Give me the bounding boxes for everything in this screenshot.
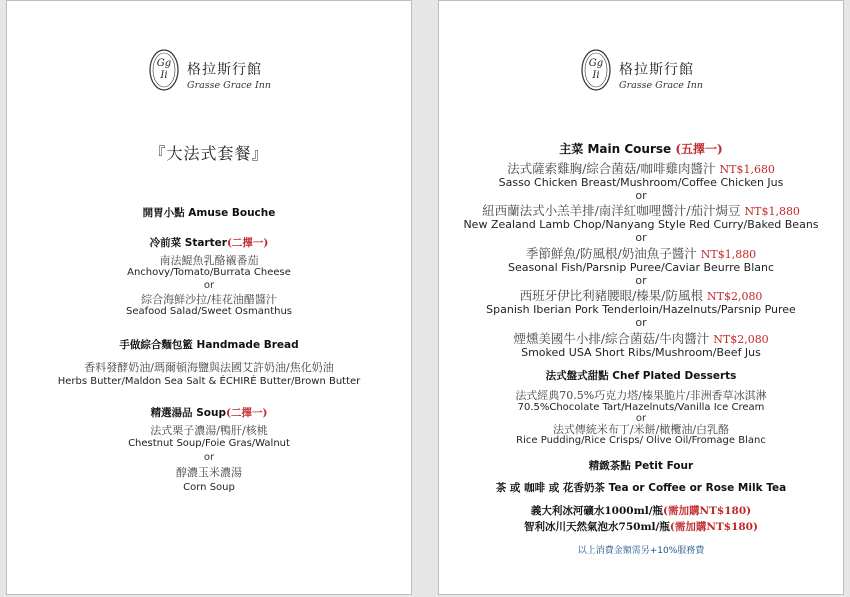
- main-choice: (五擇一): [675, 142, 723, 156]
- main-course-heading: [439, 140, 843, 157]
- soup-heading-en: Soup: [196, 407, 226, 419]
- main-option-4-cn: 西班牙伊比利豬腰眼/榛果/防風根 NT$2,080: [519, 288, 763, 303]
- petit-four-heading: [439, 458, 843, 473]
- starter-option-2-cn: 綜合海鮮沙拉/桂花油醋醬汁: [141, 293, 277, 306]
- drink-line: [439, 480, 843, 495]
- main-option-5-cn: 煙燻美國牛小排/綜合菌菇/牛肉醬汁 NT$2,080: [513, 331, 769, 346]
- main-heading-en: Main Course: [587, 142, 672, 156]
- main-or-4: or: [635, 316, 647, 329]
- brand-logo-right: [439, 45, 843, 95]
- monogram-icon: [576, 45, 616, 95]
- soup-or: or: [203, 452, 215, 463]
- water-line-1: 義大利冰河礦水1000ml/瓶(需加購NT$180): [530, 505, 752, 517]
- menu-page-right: [438, 0, 844, 595]
- bread-cn: 香料發酵奶油/瑪爾頓海鹽與法國艾許奶油/焦化奶油: [84, 361, 334, 374]
- svg-text:Ii: Ii: [592, 70, 600, 81]
- water-line-2: 智利冰川天然氣泡水750ml/瓶(需加購NT$180): [524, 521, 758, 533]
- starter-choice: (二擇一): [226, 237, 269, 249]
- main-option-2-price: NT$1,880: [744, 205, 800, 218]
- bread-heading: [7, 337, 411, 352]
- starter-option-1-cn: 南法鯷魚乳酪襯番茄: [159, 254, 259, 267]
- main-option-3-en: Seasonal Fish/Parsnip Puree/Caviar Beurre Blanc: [507, 261, 775, 274]
- dessert-option-1-en: 70.5%Chocolate Tart/Hazelnuts/Vanilla Ice Cream: [517, 402, 765, 413]
- amuse-heading-cn: 開胃小點: [142, 207, 185, 219]
- main-option-3-price: NT$1,880: [700, 248, 757, 261]
- main-option-1-en: Sasso Chicken Breast/Mushroom/Coffee Chicken Jus: [498, 176, 784, 189]
- main-option-4-price: NT$2,080: [706, 290, 763, 303]
- soup-option-1-en: Chestnut Soup/Foie Gras/Walnut: [128, 438, 290, 449]
- main-option-2-cn: 紐西蘭法式小羔羊排/南洋紅咖哩醬汁/茄汁焗豆 NT$1,880: [482, 203, 800, 218]
- soup-option-2-en: Corn Soup: [183, 482, 235, 493]
- water-1-extra: (需加購NT$180): [663, 505, 752, 517]
- starter-heading-en: Starter: [184, 237, 227, 249]
- soup-heading-cn: 精選湯品: [150, 407, 193, 419]
- starter-heading: [7, 235, 411, 250]
- soup-option-1-cn: 法式栗子濃湯/鴨肝/核桃: [150, 424, 268, 437]
- starter-or: or: [203, 280, 215, 291]
- bread-heading-en: Handmade Bread: [196, 339, 299, 351]
- dessert-or: or: [635, 413, 647, 424]
- amuse-heading: [7, 205, 411, 220]
- dessert-option-1-cn: 法式經典70.5%巧克力塔/榛果脆片/非洲香草冰淇淋: [515, 389, 767, 402]
- main-option-2-en: New Zealand Lamb Chop/Nanyang Style Red Curry/Baked Beans: [463, 218, 819, 231]
- monogram-icon: [144, 45, 184, 95]
- starter-heading-cn: 冷前菜: [149, 237, 182, 249]
- brand-name-en: Grasse Grace Inn: [187, 80, 271, 91]
- main-option-4-en: Spanish Iberian Pork Tenderloin/Hazelnuts/Parsnip Puree: [486, 303, 796, 316]
- menu-title: 『大法式套餐』: [149, 144, 269, 163]
- main-option-5-en: Smoked USA Short Ribs/Mushroom/Beef Jus: [521, 346, 761, 359]
- svg-text:Gg: Gg: [156, 58, 172, 69]
- bread-heading-cn: 手做綜合麵包籃: [119, 339, 193, 351]
- dessert-option-2-cn: 法式傳統米布丁/米餅/橄欖油/白乳酪: [552, 423, 730, 436]
- petit-heading-en: Petit Four: [634, 460, 694, 472]
- main-or-3: or: [635, 274, 647, 287]
- dessert-option-2-en: Rice Pudding/Rice Crisps/ Olive Oil/Fromage Blanc: [516, 435, 766, 446]
- main-option-1-cn: 法式薩索雞胸/綜合菌菇/咖啡雞肉醬汁 NT$1,680: [507, 161, 775, 176]
- drink-en: Tea or Coffee or Rose Milk Tea: [608, 482, 787, 494]
- soup-heading: [7, 405, 411, 420]
- main-or-1: or: [635, 189, 647, 202]
- soup-choice: (二擇一): [226, 407, 268, 419]
- main-option-5-price: NT$2,080: [713, 333, 769, 346]
- drink-cn: 茶 或 咖啡 或 花香奶茶: [495, 482, 605, 494]
- dessert-heading-cn: 法式盤式甜點: [545, 370, 609, 382]
- dessert-heading: [439, 368, 843, 383]
- main-heading-cn: 主菜: [559, 142, 584, 156]
- brand-name-cn: 格拉斯行館: [619, 62, 694, 78]
- menu-page-left: [6, 0, 412, 595]
- soup-option-2-cn: 醇濃玉米濃湯: [176, 466, 242, 479]
- amuse-heading-en: Amuse Bouche: [188, 207, 276, 219]
- service-charge-note: 以上消費金額需另+10%服務費: [577, 546, 705, 556]
- main-option-3-cn: 季節鮮魚/防風根/奶油魚子醬汁 NT$1,880: [525, 246, 757, 261]
- water-2-extra: (需加購NT$180): [669, 521, 758, 533]
- dessert-heading-en: Chef Plated Desserts: [612, 370, 737, 382]
- bread-en: Herbs Butter/Maldon Sea Salt & ÉCHIRÉ Butter/Brown Butter: [57, 376, 361, 387]
- brand-name-en: Grasse Grace Inn: [619, 80, 703, 91]
- brand-logo: [7, 45, 411, 95]
- svg-text:Gg: Gg: [588, 58, 604, 69]
- starter-option-1-en: Anchovy/Tomato/Burrata Cheese: [127, 267, 291, 278]
- brand-name-cn: 格拉斯行館: [187, 62, 262, 78]
- petit-heading-cn: 精緻茶點: [588, 460, 631, 472]
- main-option-1-price: NT$1,680: [719, 163, 775, 176]
- main-or-2: or: [635, 231, 647, 244]
- svg-text:Ii: Ii: [160, 70, 168, 81]
- starter-option-2-en: Seafood Salad/Sweet Osmanthus: [125, 306, 293, 317]
